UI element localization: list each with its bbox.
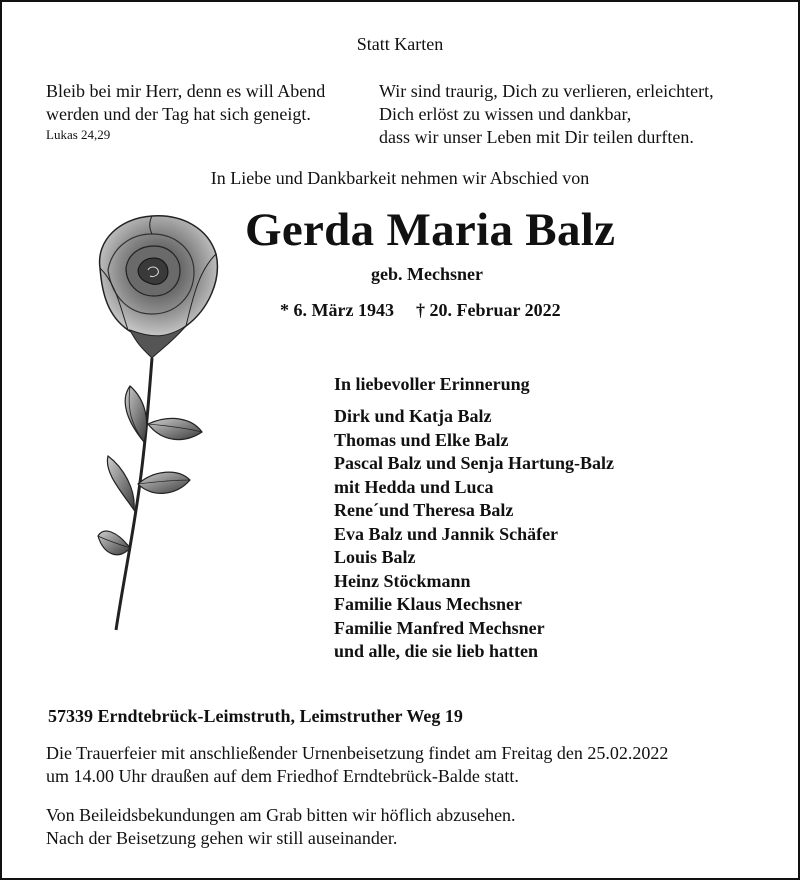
mourner-item: mit Hedda und Luca [334,476,494,497]
mourner-item: Heinz Stöckmann [334,570,471,591]
verse-left-line: werden und der Tag hat sich geneigt. [46,104,311,124]
verse-right-line: dass wir unser Leben mit Dir teilen durften. [379,127,694,147]
mourner-item: Eva Balz und Jannik Schäfer [334,523,559,544]
death-date: † 20. Februar 2022 [415,300,561,320]
intro-text: In Liebe und Dankbarkeit nehmen wir Abschied von [210,168,590,188]
mourner-item: Pascal Balz und Senja Hartung-Balz [334,453,615,473]
mourner-item: Louis Balz [334,547,416,567]
ceremony-info [46,742,668,788]
mourner-item: Thomas und Elke Balz [334,429,509,450]
verse-right-line: Wir sind traurig, Dich zu verlieren, erleichtert, [379,81,714,101]
mourner-item: Rene´und Theresa Balz [334,500,514,520]
mourner-item: Familie Klaus Mechsner [334,594,522,614]
closing-request [46,804,516,850]
verse-left [46,80,325,126]
birth-date: * 6. März 1943 [280,300,394,320]
ceremony-line: um 14.00 Uhr draußen auf dem Friedhof Erndtebrück-Balde statt. [46,766,519,786]
maiden-name: geb. Mechsner [371,264,483,284]
mourner-item: Dirk und Katja Balz [334,406,492,426]
verse-left-line: Bleib bei mir Herr, denn es will Abend [46,81,326,101]
ceremony-line: Die Trauerfeier mit anschließender Urnenbeisetzung findet am Freitag den 25.02.2022 [46,743,669,763]
mourner-item: und alle, die sie lieb hatten [334,641,539,661]
memory-heading: In liebevoller Erinnerung [334,374,530,394]
request-line: Nach der Beisetzung gehen wir still auseinander. [46,828,398,848]
verse-right [379,80,714,149]
request-line: Von Beileidsbekundungen am Grab bitten wir höflich abzusehen. [46,805,516,825]
mourner-item: Familie Manfred Mechsner [334,617,545,638]
address: 57339 Erndtebrück-Leimstruth, Leimstruther Weg 19 [48,706,463,726]
notice-header: Statt Karten [356,34,444,54]
life-dates [280,300,561,321]
verse-right-line: Dich erlöst zu wissen und dankbar, [379,104,632,124]
mourners-list [334,405,614,664]
verse-reference: Lukas 24,29 [46,127,111,142]
rose-drawing-icon [90,210,270,670]
deceased-name: Gerda Maria Balz [245,204,616,256]
